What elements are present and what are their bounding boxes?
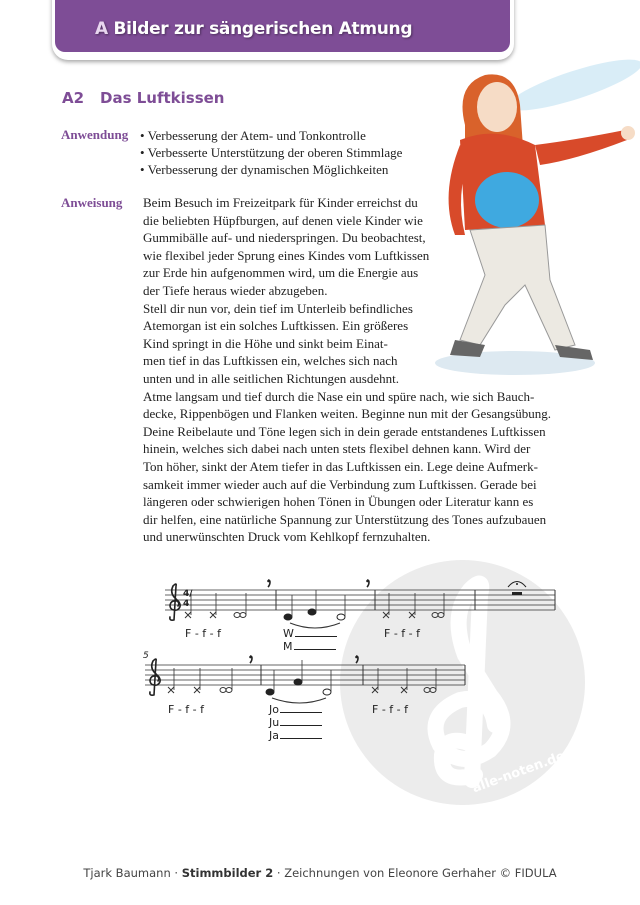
text-line: der Tiefe heraus wieder abzugeben. — [143, 282, 328, 298]
text-line: Atme langsam und tief durch die Nase ein und spüre nach, wie sich Bauch- — [143, 388, 535, 404]
text-line: die beliebten Hüpfburgen, auf denen viele Kinder wie — [143, 212, 423, 228]
x-notehead — [234, 613, 240, 618]
text-line: wie flexibel jeder Sprung eines Kindes vom Luftkissen — [143, 247, 430, 263]
x-notehead — [401, 687, 407, 693]
text-line: Deine Reibelaute und Töne legen sich in dein gerade entstandenes Luftkissen — [143, 423, 546, 439]
section-number: A2 — [62, 89, 85, 107]
text-line: und unerwünschten Druck vom Kehlkopf fernzuhalten. — [143, 529, 431, 545]
text-line: hinein, welches sich dabei nach unten stets flexibel dehnen kann. Wird der — [143, 441, 531, 457]
x-notehead — [438, 613, 444, 618]
lyric: F - f - f — [168, 703, 204, 716]
lyric: F - f - f — [185, 627, 221, 640]
chapter-title: A Bilder zur sängerischen Atmung — [95, 19, 413, 39]
x-notehead — [372, 687, 378, 693]
lyric: F - f - f — [384, 627, 420, 640]
watermark-text: alle-noten.de — [470, 748, 568, 797]
anweisung-label: Anweisung — [61, 195, 123, 210]
lyric: W — [283, 627, 337, 640]
breath-mark — [355, 656, 358, 659]
x-notehead — [432, 613, 438, 618]
lyric: F - f - f — [372, 703, 408, 716]
lyric: Jo — [269, 703, 322, 716]
footer: Tjark Baumann · Stimmbilder 2 · Zeichnungen von Eleonore Gerhaher © FIDULA — [83, 866, 557, 880]
anweisung-text — [143, 194, 551, 546]
x-notehead — [240, 613, 246, 618]
text-line: Stell dir nun vor, dein tief im Unterleib befindliches — [143, 300, 413, 316]
treble-clef-icon — [150, 659, 160, 695]
anwendung-label: Anwendung — [61, 127, 129, 142]
fermata-icon — [516, 583, 518, 585]
breath-mark — [249, 656, 252, 659]
x-notehead — [424, 688, 430, 693]
notehead — [337, 614, 345, 620]
time-signature: 4/4 — [183, 589, 193, 609]
text-line: Beim Besuch im Freizeitpark für Kinder erreichst du — [143, 195, 418, 210]
x-notehead — [409, 612, 415, 618]
lyric: Ju — [269, 716, 322, 729]
text-line: Ton höher, sinkt der Atem tiefer in das Luftkissen ein. Lege deine Aufmerk- — [143, 458, 538, 474]
text-line: längeren oder schwierigen hohen Tönen in Übungen oder Literatur kann es — [143, 494, 534, 510]
lyric: M — [283, 640, 336, 653]
x-notehead — [185, 612, 191, 618]
list-item: • Verbesserung der dynamischen Möglichkeiten — [140, 162, 389, 177]
text-line: Atemorgan ist ein solches Luftkissen. Ein größeres — [143, 318, 409, 334]
notehead — [294, 679, 302, 685]
text-line: unten und in alle seitlichen Richtungen ausdehnt. — [143, 370, 399, 386]
text-line: samkeit immer wieder auch auf die Verbindung zum Luftkissen. Gerade bei — [143, 476, 537, 492]
text-line: Gummibälle auf- und niederspringen. Du beobachtest, — [143, 230, 426, 246]
lyric: Ja — [269, 729, 322, 742]
half-rest — [512, 592, 522, 595]
notehead — [266, 689, 274, 695]
notehead — [308, 609, 316, 615]
notehead — [284, 614, 292, 620]
text-line: dir helfen, eine natürliche Spannung zur Unterstützung des Tones aufzubauen — [143, 511, 547, 527]
notehead — [323, 689, 331, 695]
text-line: decke, Rippenbögen und Flanken weiten. Beginne nun mit der Gesangsübung. — [143, 406, 551, 422]
x-notehead — [210, 612, 216, 618]
x-notehead — [430, 688, 436, 693]
treble-clef-icon — [170, 584, 180, 620]
text-line: zur Erde hin aufgenommen wird, um die Energie aus — [143, 265, 419, 281]
x-notehead — [220, 688, 226, 693]
list-item: • Verbesserte Unterstützung der oberen Stimmlage — [140, 145, 403, 160]
x-notehead — [168, 687, 174, 693]
breath-mark — [267, 580, 270, 583]
anwendung-list — [140, 127, 402, 178]
x-notehead — [226, 688, 232, 693]
measure-number: 5 — [143, 651, 149, 661]
section-title: Das Luftkissen — [100, 89, 225, 107]
text-line: Kind springt in die Höhe und sinkt beim Einat- — [143, 335, 388, 351]
text-line: men tief in das Luftkissen ein, welches sich nach — [143, 353, 398, 369]
breath-mark — [366, 580, 369, 583]
x-notehead — [194, 687, 200, 693]
x-notehead — [383, 612, 389, 618]
list-item: • Verbesserung der Atem- und Tonkontrolle — [140, 128, 366, 143]
